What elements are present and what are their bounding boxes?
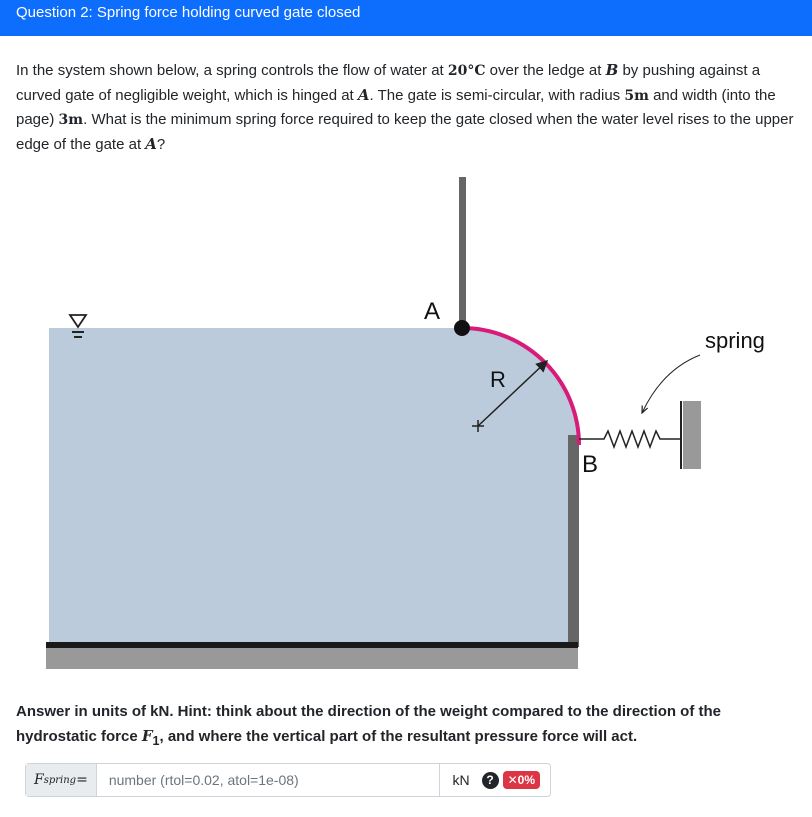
spring-mount [683,401,701,469]
answer-group [25,763,551,797]
temperature-value: 20°C [447,63,486,79]
force-subscript: 1 [152,734,160,748]
force-symbol: F [141,727,153,745]
answer-input[interactable] [97,764,440,796]
point-a-ref-2: A [145,135,157,153]
point-b-ref: B [605,61,619,79]
label-spring: spring [705,328,765,353]
hinge-a [454,320,470,336]
answer-label-sub: spring [43,774,77,786]
answer-unit: kN [439,764,481,796]
ground-base [46,645,578,669]
score-badge: ✕0% [503,771,540,789]
label-b: B [582,451,599,478]
answer-status [482,764,550,796]
point-a-ref: A [357,86,370,104]
ground-line [46,642,578,648]
width-value: 3m [58,112,84,128]
question-header [0,0,812,36]
answer-label: F spring = [26,764,97,796]
help-icon[interactable]: ? [482,772,499,789]
question-title: Question 2: Spring force holding curved gate closed [16,4,361,21]
label-a: A [424,298,441,325]
right-wall [568,435,579,647]
hinge-post [459,177,466,329]
hint-text: Answer in units of kN. Hint: think about the direction of the weight compared to the direction of the hydrostatic force $F_1$, and where the vertical part of the resultant pressure force will act. [16,703,722,748]
label-r: R [490,367,506,392]
gate-diagram [0,165,812,685]
radius-value: 5m [624,88,649,104]
question-text: In the system shown below, a spring controls the flow of water at 20°C over the ledge at B by pushing against a curved gate of negligible weight, which is hinged at A. The gate is semi-circular, with radius 5m and width (into the page) 3m. What is the minimum spring force required to keep the gate closed when the water level rises to the upper edge of the gate at A? [16,61,794,153]
spring [579,431,681,447]
